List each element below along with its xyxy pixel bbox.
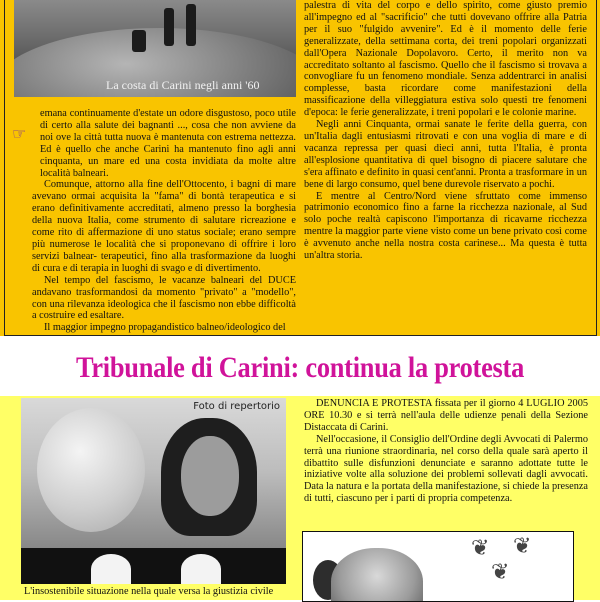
paragraph: E mentre al Centro/Nord viene sfruttato come immenso patrimonio economico fino a farne la ricchezza nazionale, al Sud solo poche realtà capiscono l'importanza di ricavarne ricchezza mentre la maggior parte viene visto come un bene privato così come è avvenuto anche nella nostra costa carinese... Ma questa è tutta un'altra storia. [304,190,587,262]
paragraph: Il maggior impegno propagandistico balneo/ideologico del [44,322,286,334]
paragraph: palestra di vita del corpo e dello spirito, come giusto premio all'impegno ed al "sacrificio" che tutti dovevano offrire alla Patria per il suo "fulgido avvenire". Ed è il momento delle ferie generalizzate, della settimana corta, dei treni popolari organizzati dall'Opera Nazionale Dopolavoro. Certo, il merito non va accreditato soltanto al fascismo. Quello che il fascismo si trovava a convogliare fu un fenomeno mondiale. Senza addentrarci in analisi complesse, basta ricordare come manifestazioni della massificazione della villeggiatura estiva solo questi tre fenomeni d'epoca: le ferie generalizzate, i treni popolari e le colonie marine. [304,0,587,119]
photo-caption: La costa di Carini negli anni '60 [106,78,260,92]
paragraph: emana continuamente d'estate un odore disgustoso, poco utile di certo alla salute dei bagnanti ..., cosa che non avviene da noi ove la città tutta nuova è mantenuta con estrema nettezza. Ed è quello che anche Carini ha mantenuto fino agli anni cinquanta, un mare ed una costa invidiata da molte altre località balneari. [40,108,296,179]
article-column-right-bottom [304,398,588,505]
butterfly-icon: ❦ [513,534,532,559]
coast-photo [14,0,296,97]
paragraph: Nel tempo del fascismo, le vacanze balneari del DUCE andavano trasformandosi da momento "privato" a "modello", con una rilevanza ideologica che il fascismo non ebbe difficoltà a costruire ed esaltare. [32,274,296,322]
article-column-right [304,0,587,262]
protest-photo [21,398,286,584]
butterfly-icon: ❦ [471,536,490,561]
paragraph: Comunque, attorno alla fine dell'Ottocento, i bagni di mare avevano ormai acquisita la "fama" di bontà terapeutica e si erano definitivamente accreditati, almeno presso la borghesia della nuova Italia, come strumento di salutare ricreazione e come rito di affermazione di uno status sociale; erano sempre più numerose le località che si proponevano di offrire i loro servizi balnear- terapeutici, fino alla trasformazione da luoghi di cura e di terapia in luoghi di svago e di divertimento. [32,179,296,274]
paragraph: L'insostenibile situazione nella quale versa la giustizia civile [24,586,274,597]
photo-credit: Foto di repertorio [193,401,280,412]
paragraph: DENUNCIA E PROTESTA fissata per il giorno 4 LUGLIO 2005 ORE 10.30 e si terrà nell'aula delle udienze penali della Sezione Distaccata di Carini. [304,398,588,433]
article-column-left-bottom [12,586,298,598]
child-photo [302,531,574,602]
article-column-left [32,108,296,334]
pointing-hand-icon: ☞ [12,124,27,143]
butterfly-icon: ❦ [491,560,510,585]
paragraph: Negli anni Cinquanta, ormai sanate le ferite della guerra, con un'Italia dagli entusiasmi ritrovati e con una voglia di mare e di vacanza repressa per quasi dieci anni, tutta l'Italia, è pronta all'esplosione quantitativa di quel bisogno di piacere salutare che s'era affinato e definito in quasi cent'anni. Pronta a trasformare in un bene di largo consumo, quel bene durevole riservato a pochi. [304,119,587,190]
headline: Tribunale di Carini: continua la protesta [75,351,525,384]
paragraph: Nell'occasione, il Consiglio dell'Ordine degli Avvocati di Palermo terrà una riunione straordinaria, nel corso della quale sarà aperto il dibattito sulle disfunzioni denunciate e saranno adottate tutte le iniziative volte alla soluzione dei problemi sollevati dagli avvocati. Data la natura e la portata della manifestazione, si chiede la presenza di tutti, ciascuno per i parti di propria competenza. [304,433,588,505]
